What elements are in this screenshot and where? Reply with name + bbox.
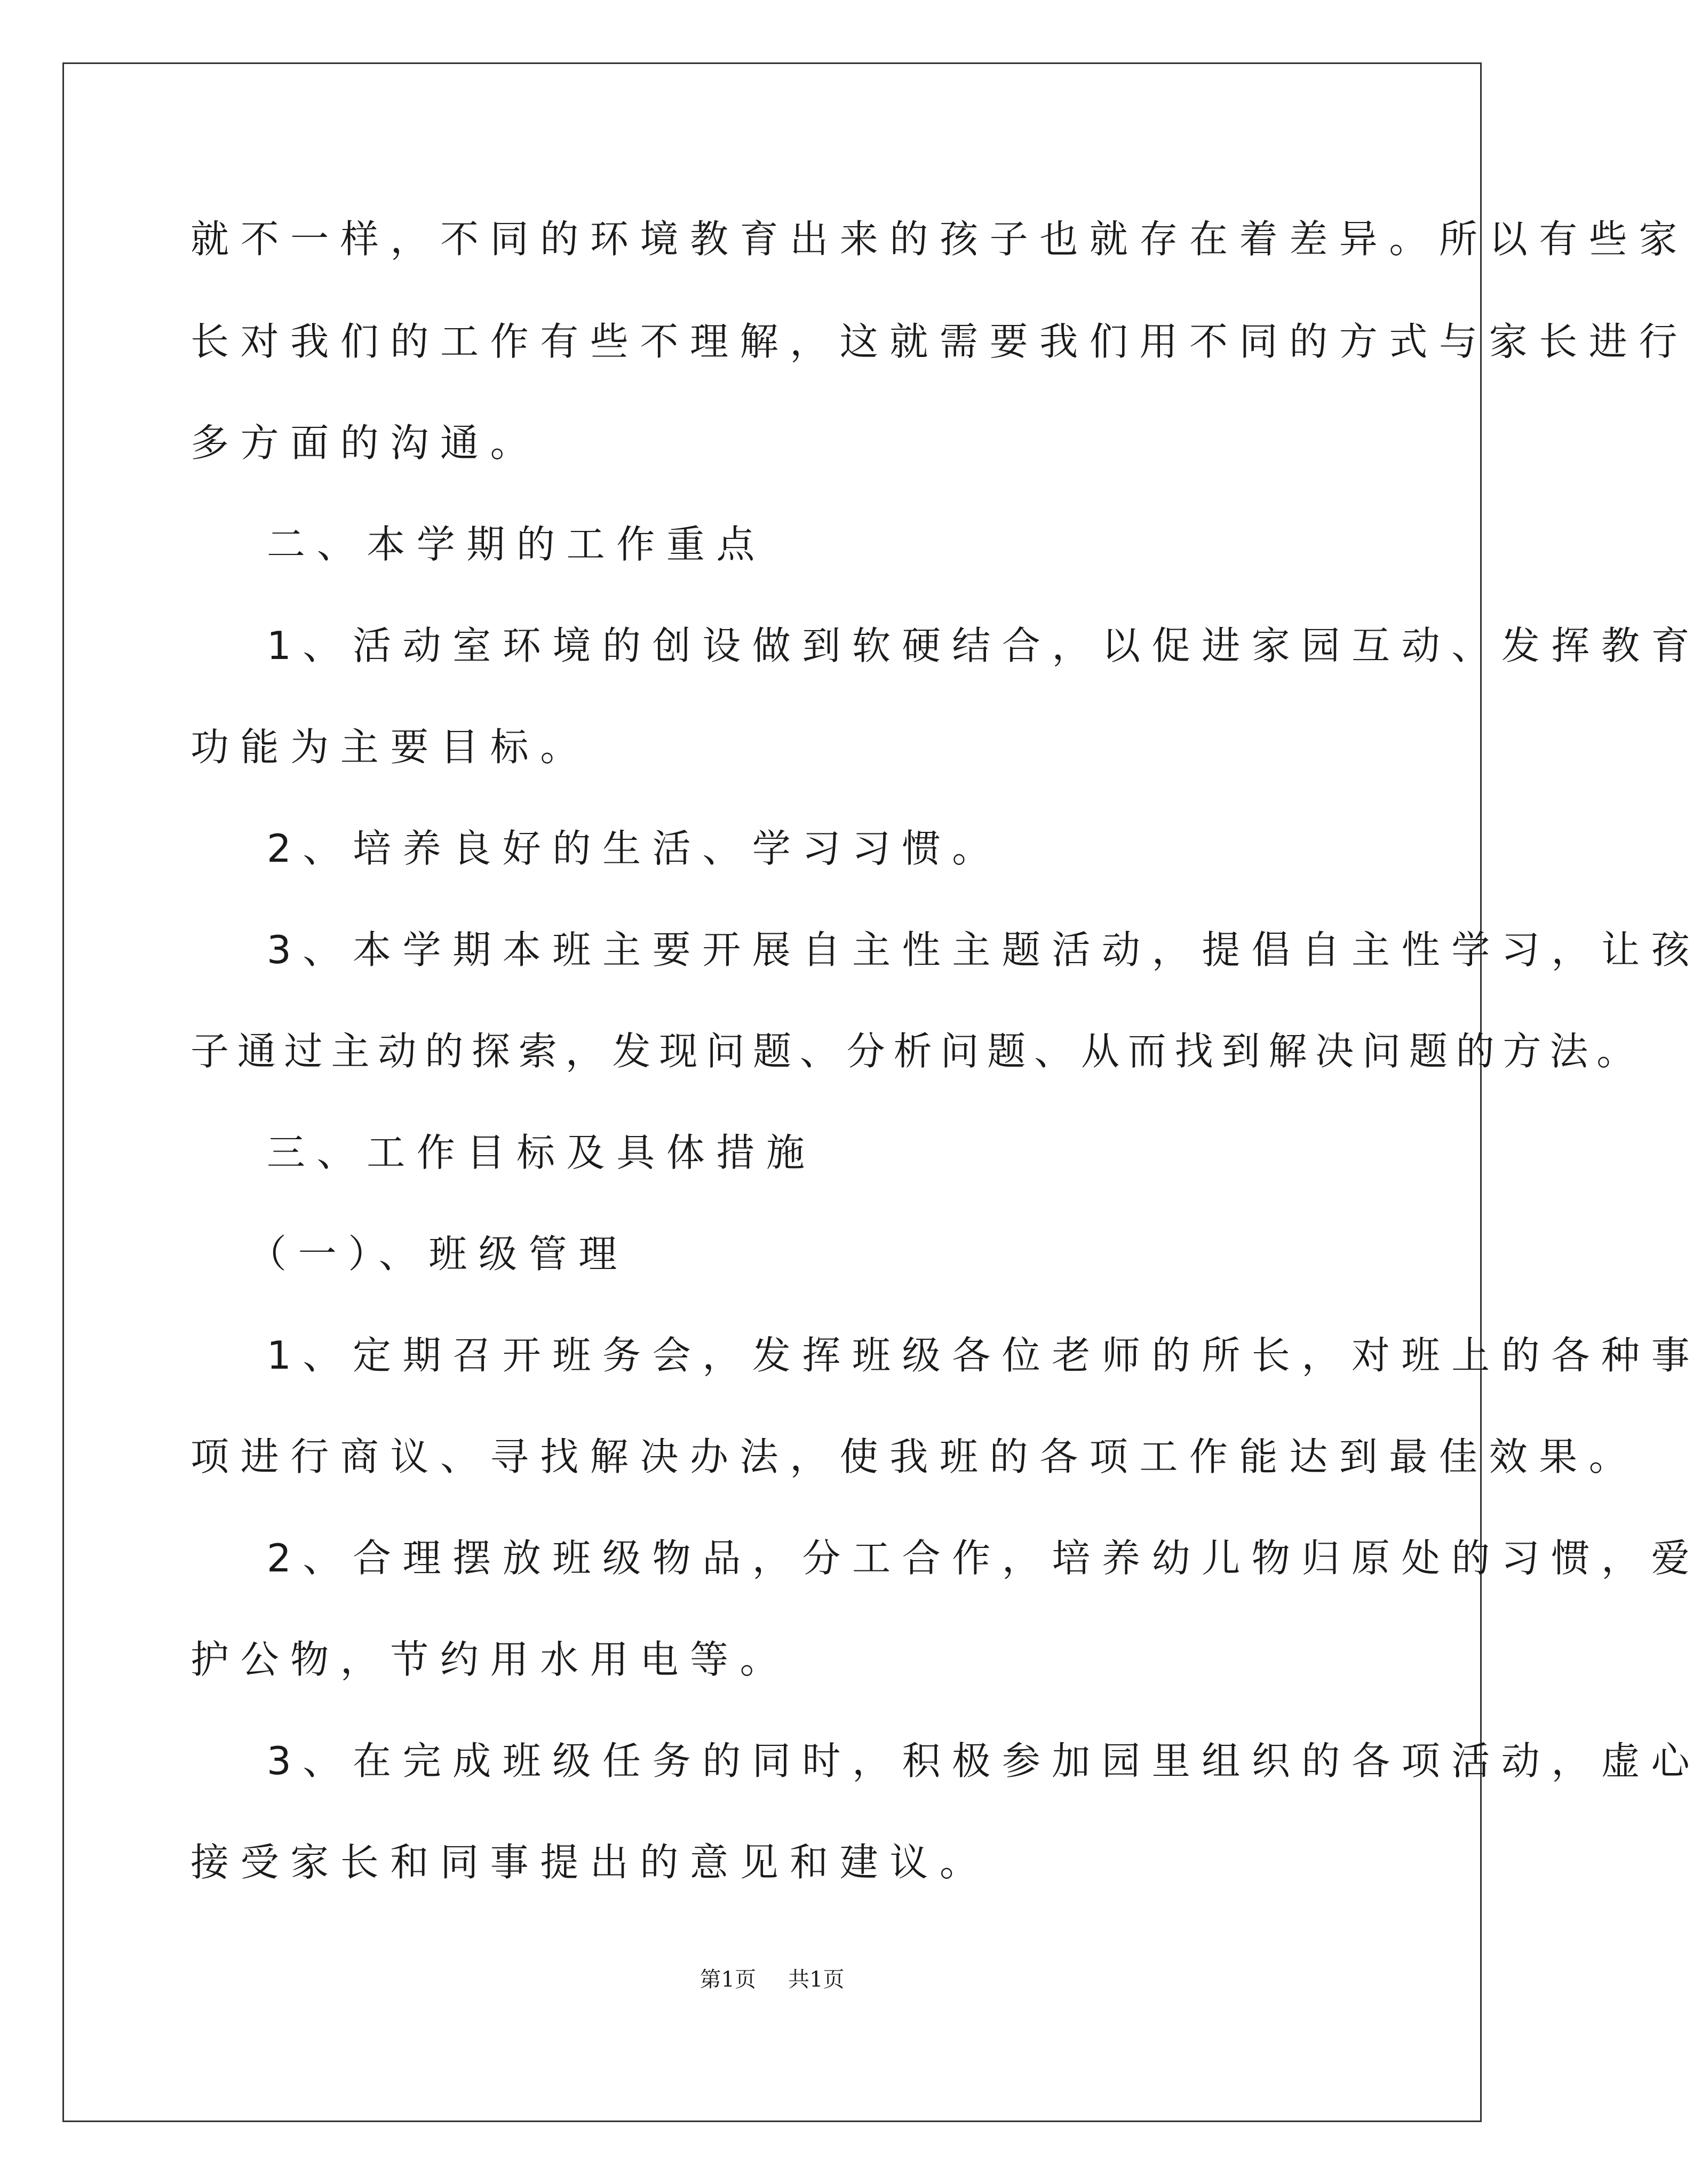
- paragraph-line: 3、本学期本班主要开展自主性主题活动，提倡自主性学习，让孩: [267, 927, 1701, 972]
- paragraph-line: 1、活动室环境的创设做到软硬结合，以促进家园互动、发挥教育: [267, 623, 1701, 668]
- paragraph-line: 接受家长和同事提出的意见和建议。: [190, 1840, 990, 1885]
- paragraph-line: 2、合理摆放班级物品，分工合作，培养幼儿物归原处的习惯，爱: [267, 1536, 1701, 1581]
- page-number-total: 共1页: [788, 1967, 845, 1992]
- paragraph-line: 护公物，节约用水用电等。: [190, 1637, 790, 1682]
- section-heading: 二、本学期的工作重点: [267, 522, 767, 567]
- page-number-current: 第1页: [700, 1967, 756, 1992]
- paragraph-line: 2、培养良好的生活、学习习惯。: [267, 826, 1002, 871]
- page-border: [62, 62, 1482, 2122]
- paragraph-line: 功能为主要目标。: [190, 725, 590, 769]
- page-footer: [0, 1964, 1544, 1996]
- subsection-heading: （一）、班级管理: [248, 1232, 629, 1276]
- paragraph-line: 1、定期召开班务会，发挥班级各位老师的所长，对班上的各种事: [267, 1333, 1701, 1378]
- paragraph-line: 子通过主动的探索，发现问题、分析问题、从而找到解决问题的方法。: [190, 1029, 1644, 1074]
- section-heading: 三、工作目标及具体措施: [267, 1130, 816, 1175]
- paragraph-line: 就不一样，不同的环境教育出来的孩子也就存在着差异。所以有些家: [190, 217, 1689, 261]
- paragraph-line: 3、在完成班级任务的同时，积极参加园里组织的各项活动，虚心: [267, 1738, 1701, 1783]
- paragraph-line: 长对我们的工作有些不理解，这就需要我们用不同的方式与家长进行: [190, 319, 1689, 364]
- paragraph-line: 项进行商议、寻找解决办法，使我班的各项工作能达到最佳效果。: [190, 1434, 1639, 1479]
- paragraph-line: 多方面的沟通。: [190, 420, 540, 465]
